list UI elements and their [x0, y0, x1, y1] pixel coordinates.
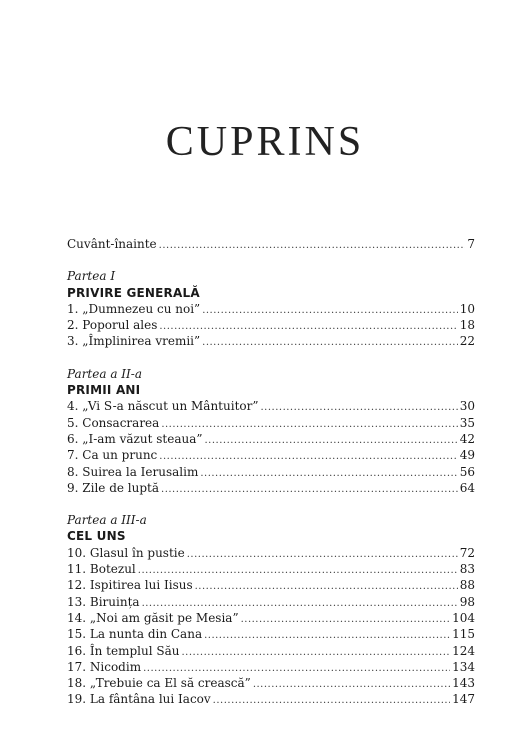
- dot-leader: [161, 482, 458, 498]
- toc-entry-label: 2. Poporul ales: [67, 318, 158, 333]
- toc-entry-page: 104: [452, 610, 475, 625]
- dot-leader: [187, 547, 458, 563]
- toc-entry-page: 42: [459, 431, 475, 446]
- part-label: Partea I: [67, 269, 116, 284]
- dot-leader: [204, 628, 450, 644]
- toc-entry-page: 18: [459, 318, 475, 333]
- toc-entry-preface[interactable]: [67, 236, 475, 252]
- toc-entry[interactable]: [67, 659, 475, 675]
- toc-entry[interactable]: [67, 675, 475, 691]
- toc-entry[interactable]: [67, 691, 475, 707]
- toc-entry-label: 6. „I-am văzut steaua”: [67, 431, 203, 446]
- toc-entry[interactable]: [67, 398, 475, 414]
- toc-entry-page: 64: [459, 480, 475, 495]
- toc-entry-label: 15. La nunta din Cana: [67, 627, 203, 642]
- dot-leader: [202, 335, 458, 351]
- dot-leader: [261, 400, 458, 416]
- dot-leader: [159, 238, 466, 254]
- toc-entry-page: 134: [452, 659, 475, 674]
- dot-leader: [202, 303, 458, 319]
- toc-entry-page: 147: [452, 692, 475, 707]
- toc-entry-page: 49: [459, 448, 475, 463]
- toc-entry-page: 143: [452, 676, 475, 691]
- dot-leader: [182, 645, 451, 661]
- toc-entry[interactable]: [67, 301, 475, 317]
- dot-leader: [159, 319, 457, 335]
- toc-entry-label: 16. În templul Său: [67, 643, 180, 658]
- toc-entry[interactable]: [67, 626, 475, 642]
- toc-entry[interactable]: [67, 577, 475, 593]
- toc-entry-page: 83: [459, 562, 475, 577]
- toc-entry[interactable]: [67, 643, 475, 659]
- table-of-contents: [67, 236, 475, 708]
- toc-entry[interactable]: [67, 333, 475, 349]
- toc-entry-label: 4. „Vi S-a născut un Mântuitor”: [67, 399, 259, 414]
- toc-entry-page: 22: [459, 334, 475, 349]
- part-label: Partea a II-a: [67, 366, 142, 381]
- toc-entry[interactable]: [67, 561, 475, 577]
- toc-entry-page: 115: [452, 627, 475, 642]
- toc-entry-label: 8. Suirea la Ierusalim: [67, 464, 199, 479]
- toc-entry-label: 13. Biruința: [67, 594, 140, 609]
- toc-entry-page: 30: [459, 399, 475, 414]
- toc-entry-label: 18. „Trebuie ca El să crească”: [67, 676, 251, 691]
- toc-entry[interactable]: [67, 594, 475, 610]
- toc-entry-page: 98: [459, 594, 475, 609]
- toc-entry-label: 17. Nicodim: [67, 659, 142, 674]
- toc-entry-label: 14. „Noi am găsit pe Mesia”: [67, 610, 239, 625]
- toc-entry-page: 10: [459, 301, 475, 316]
- toc-entry-page: 7: [467, 237, 475, 251]
- toc-entry[interactable]: [67, 464, 475, 480]
- toc-entry[interactable]: [67, 317, 475, 333]
- dot-leader: [213, 693, 450, 709]
- toc-entry-page: 35: [459, 415, 475, 430]
- toc-entry[interactable]: [67, 610, 475, 626]
- toc-entry-page: 88: [459, 578, 475, 593]
- toc-entry-label: 1. „Dumnezeu cu noi”: [67, 301, 201, 316]
- toc-entry-label: 11. Botezul: [67, 562, 136, 577]
- dot-leader: [200, 466, 457, 482]
- toc-entry-label: 19. La fântâna lui Iacov: [67, 692, 211, 707]
- dot-leader: [241, 612, 451, 628]
- toc-entry-page: 72: [459, 545, 475, 560]
- toc-entry-label: 7. Ca un prunc: [67, 448, 158, 463]
- toc-entry-page: 56: [459, 464, 475, 479]
- part-title: CEL UNS: [67, 529, 126, 544]
- toc-entry-label: 9. Zile de luptă: [67, 480, 160, 495]
- dot-leader: [195, 579, 458, 595]
- toc-entry-label: 12. Ispitirea lui Iisus: [67, 578, 193, 593]
- dot-leader: [205, 433, 458, 449]
- dot-leader: [161, 417, 457, 433]
- toc-entry-label: Cuvânt-înainte: [67, 237, 157, 251]
- toc-entry[interactable]: [67, 480, 475, 496]
- part-label: Partea a III-a: [67, 513, 147, 528]
- toc-entry-label: 3. „Împlinirea vremii”: [67, 334, 201, 349]
- page-title: CUPRINS: [165, 119, 365, 165]
- toc-entry[interactable]: [67, 545, 475, 561]
- toc-entry[interactable]: [67, 431, 475, 447]
- dot-leader: [159, 449, 457, 465]
- part-title: PRIMII ANI: [67, 383, 141, 398]
- toc-entry[interactable]: [67, 447, 475, 463]
- toc-entry-label: 5. Consacrarea: [67, 415, 160, 430]
- toc-entry-page: 124: [452, 643, 475, 658]
- toc-entry[interactable]: [67, 415, 475, 431]
- part-title: PRIVIRE GENERALĂ: [67, 285, 200, 300]
- toc-entry-label: 10. Glasul în pustie: [67, 545, 185, 560]
- dot-leader: [253, 677, 450, 693]
